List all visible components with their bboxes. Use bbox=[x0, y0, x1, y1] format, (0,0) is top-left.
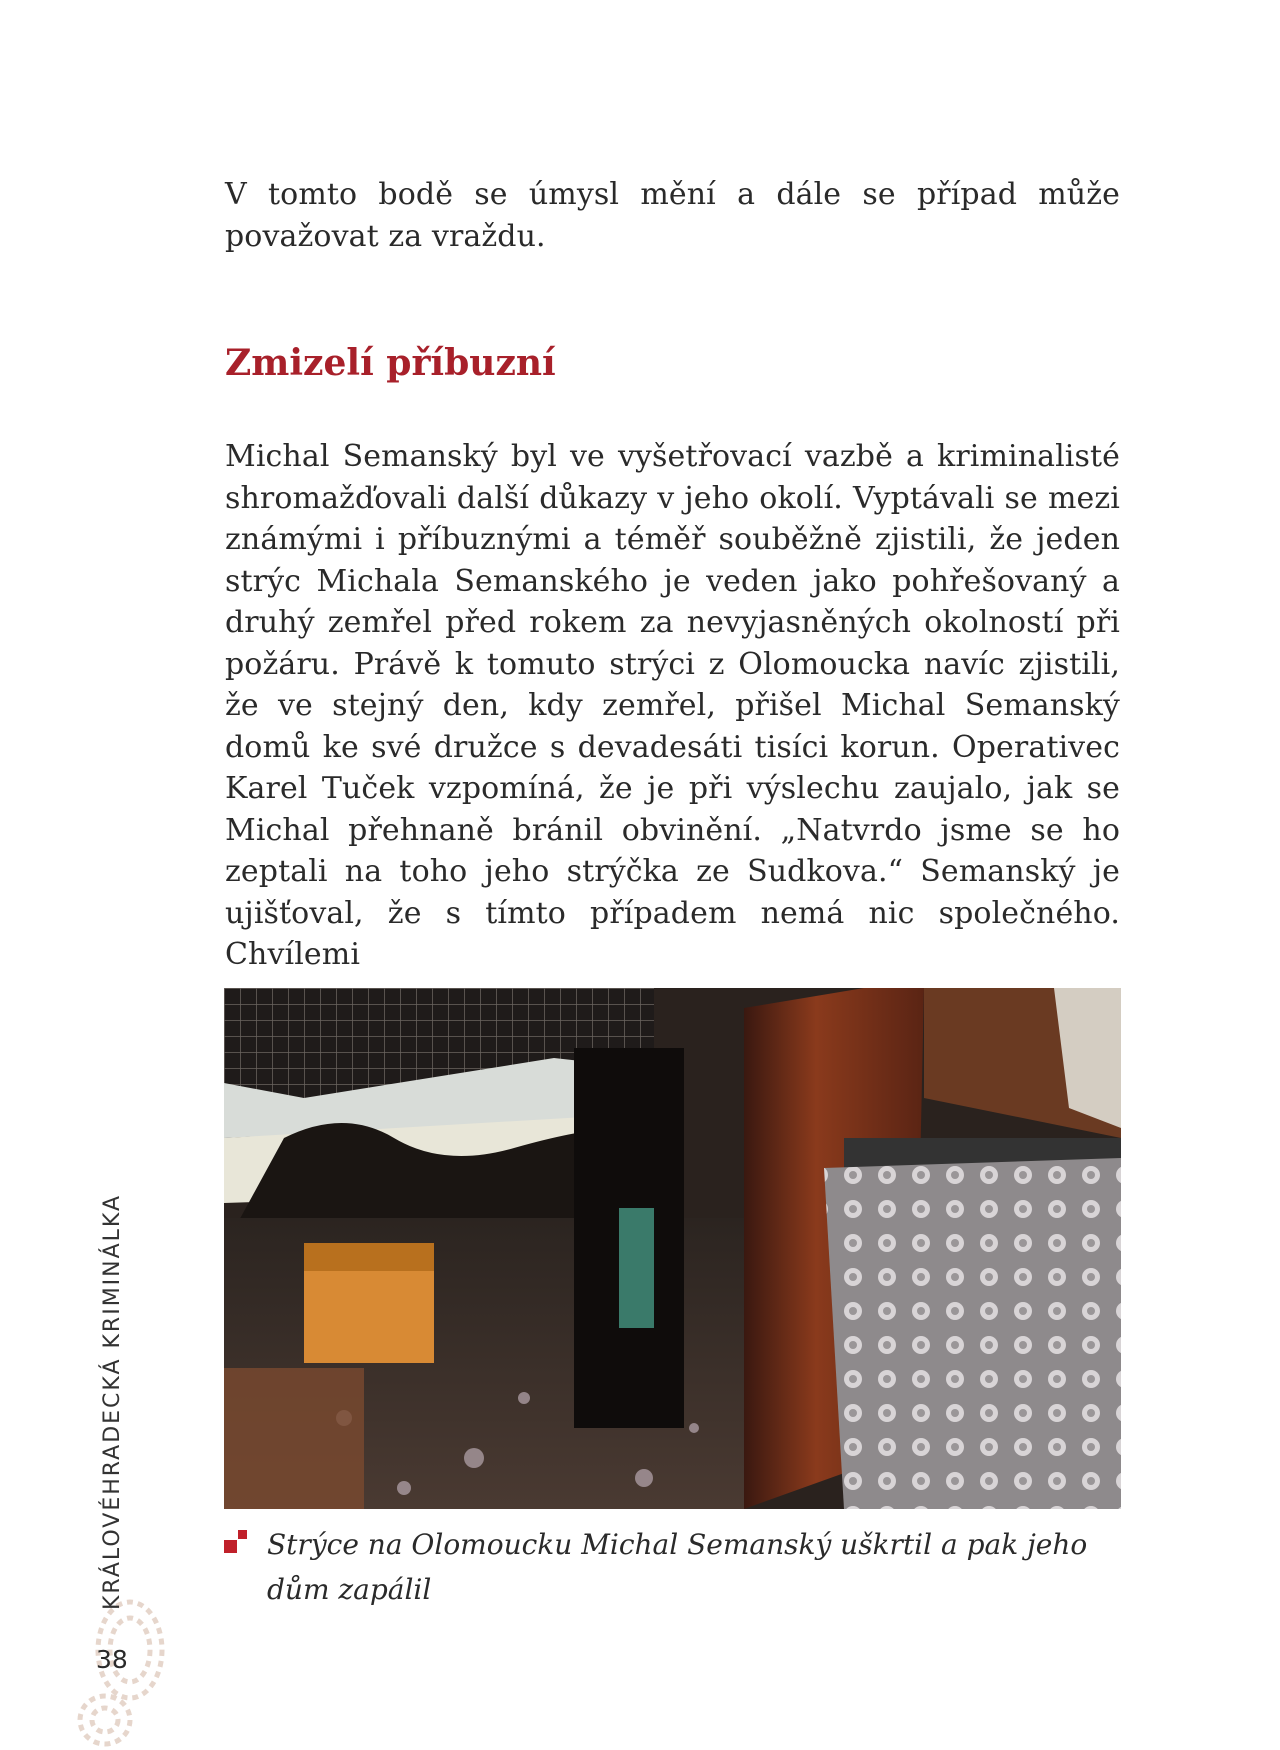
body-paragraph: Michal Semanský byl ve vyšetřovací vazbě a kriminalisté shromažďovali další důkazy v jeho okolí. Vyptávali se mezi známými i příbuznými a téměř souběžně zjistili, že jeden strýc Michala Semanského je veden jako pohřešovaný a druhý zemřel před rokem za nevyjasněných okolností při požáru. Právě k tomuto strýci z Olomoucka navíc zjistili, že ve stejný den, kdy zemřel, přišel Michal Semanský domů ke své družce s devadesáti tisíci korun. Operativec Karel Tuček vzpomíná, že je při výslechu zaujalo, jak se Michal přehnaně bránil obvinění. „Natvrdo jsme se ho zeptali na toho jeho strýčka ze Sudkova.“ Semanský je ujišťoval, že s tímto případem nemá nic společného. Chvílemi bbox=[225, 439, 1120, 972]
burned-room-photo bbox=[224, 988, 1121, 1509]
section-heading: Zmizelí příbuzní bbox=[225, 342, 556, 384]
page-number: 38 bbox=[96, 1645, 128, 1674]
caption-marker-icon bbox=[224, 1530, 248, 1554]
series-title: KRÁLOVÉHRADECKÁ KRIMINÁLKA bbox=[100, 1193, 125, 1610]
photo-caption: Strýce na Olomoucku Michal Semanský uškrtil a pak jeho dům zapálil bbox=[267, 1528, 1088, 1606]
intro-paragraph: V tomto bodě se úmysl mění a dále se případ může považovat za vraždu. bbox=[225, 177, 1120, 254]
